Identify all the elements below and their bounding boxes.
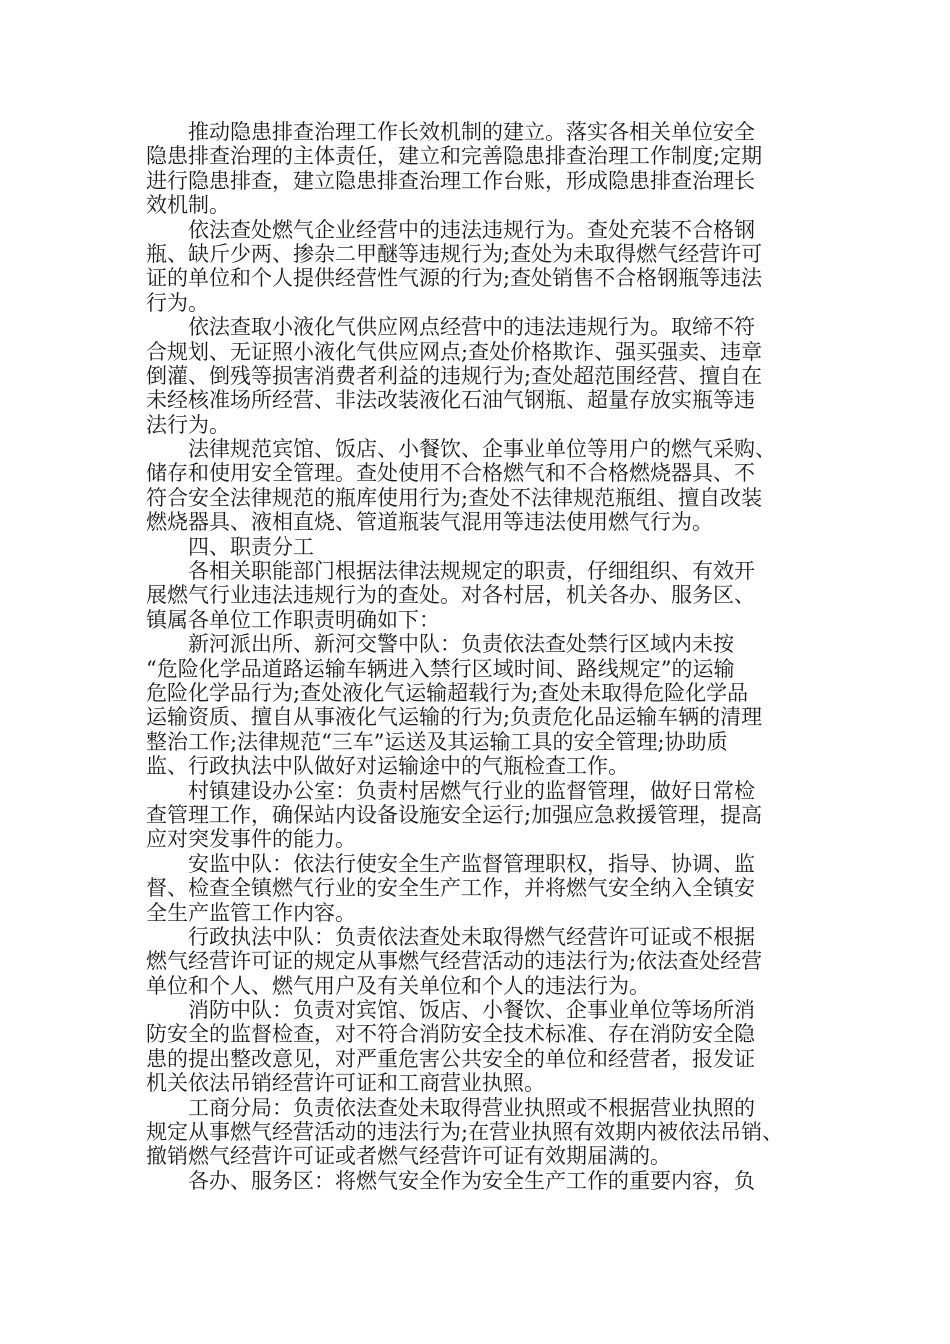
paragraph-line: 患的提出整改意见，对严重危害公共安全的单位和经营者，报发证 [146, 1046, 755, 1071]
paragraph-line: 效机制。 [146, 193, 230, 218]
paragraph-first-line: 四、职责分工 [188, 534, 314, 559]
paragraph-line: 全生产监管工作内容。 [146, 900, 356, 925]
paragraph-line: 单位和个人、燃气用户及有关单位和个人的违法行为。 [146, 973, 650, 998]
paragraph-line: 行为。 [146, 290, 209, 315]
paragraph-line: 撤销燃气经营许可证或者燃气经营许可证有效期届满的。 [146, 1144, 671, 1169]
paragraph-first-line: 推动隐患排查治理工作长效机制的建立。落实各相关单位安全 [188, 120, 755, 144]
paragraph-line: 镇属各单位工作职责明确如下： [146, 607, 440, 632]
paragraph-line: 查管理工作，确保站内设备设施安全运行;加强应急救援管理，提高 [146, 802, 763, 827]
paragraph-line: 进行隐患排查，建立隐患排查治理工作台账，形成隐患排查治理长 [146, 168, 755, 193]
paragraph-line: 隐患排查治理的主体责任，建立和完善隐患排查治理工作制度;定期 [146, 144, 763, 169]
paragraph-line: 合规划、无证照小液化气供应网点;查处价格欺诈、强买强卖、违章 [146, 339, 763, 364]
paragraph-line: 运输资质、擅自从事液化气运输的行为;负责危化品运输车辆的清理 [146, 705, 763, 730]
paragraph-line: 储存和使用安全管理。查处使用不合格燃气和不合格燃烧器具、不 [146, 461, 755, 486]
paragraph-line: 督、检查全镇燃气行业的安全生产工作，并将燃气安全纳入全镇安 [146, 876, 755, 901]
paragraph-line: 燃气经营许可证的规定从事燃气经营活动的违法行为;依法查处经营 [146, 949, 763, 974]
paragraph-line: 应对突发事件的能力。 [146, 827, 356, 852]
paragraph-line: 瓶、缺斤少两、掺杂二甲醚等违规行为;查处为未取得燃气经营许可 [146, 241, 763, 266]
paragraph-line: 法行为。 [146, 412, 230, 437]
document-body [146, 120, 810, 1193]
paragraph-first-line: 各相关职能部门根据法律法规规定的职责，仔细组织、有效开 [188, 559, 755, 584]
paragraph-first-line: 工商分局：负责依法查处未取得营业执照或不根据营业执照的 [188, 1095, 755, 1120]
paragraph-line: 燃烧器具、液相直烧、管道瓶装气混用等违法使用燃气行为。 [146, 510, 713, 535]
paragraph-first-line: 消防中队：负责对宾馆、饭店、小餐饮、企事业单位等场所消 [188, 998, 755, 1023]
paragraph-line: 倒灌、倒残等损害消费者利益的违规行为;查处超范围经营、擅自在 [146, 363, 763, 388]
paragraph-line: 未经核准场所经营、非法改装液化石油气钢瓶、超量存放实瓶等违 [146, 388, 755, 413]
paragraph-line: 规定从事燃气经营活动的违法行为;在营业执照有效期内被依法吊销、 [146, 1120, 784, 1145]
paragraph-first-line: 村镇建设办公室：负责村居燃气行业的监督管理，做好日常检 [188, 778, 755, 803]
paragraph-line: 展燃气行业违法违规行为的查处。对各村居，机关各办、服务区、 [146, 583, 755, 608]
paragraph-first-line: 行政执法中队：负责依法查处未取得燃气经营许可证或不根据 [188, 924, 755, 949]
paragraph-line: 机关依法吊销经营许可证和工商营业执照。 [146, 1071, 545, 1096]
paragraph-line: 防安全的监督检查，对不符合消防安全技术标准、存在消防安全隐 [146, 1022, 755, 1047]
paragraph-line: 监、行政执法中队做好对运输途中的气瓶检查工作。 [146, 754, 629, 779]
paragraph-first-line: 新河派出所、新河交警中队：负责依法查处禁行区域内未按 [188, 632, 734, 657]
paragraph-line: 整治工作;法律规范“三车”运送及其运输工具的安全管理;协助质 [146, 729, 728, 754]
paragraph-first-line: 依法查取小液化气供应网点经营中的违法违规行为。取缔不符 [188, 315, 755, 340]
paragraph-line: 危险化学品行为;查处液化气运输超载行为;查处未取得危险化学品 [146, 680, 749, 705]
paragraph-first-line: 安监中队：依法行使安全生产监督管理职权，指导、协调、监 [188, 851, 755, 876]
paragraph-line: 证的单位和个人提供经营性气源的行为;查处销售不合格钢瓶等违法 [146, 266, 763, 291]
paragraph-line: “危险化学品道路运输车辆进入禁行区域时间、路线规定”的运输 [146, 656, 735, 681]
paragraph-first-line: 各办、服务区：将燃气安全作为安全生产工作的重要内容，负 [188, 1168, 755, 1193]
paragraph-first-line: 依法查处燃气企业经营中的违法违规行为。查处充装不合格钢 [188, 217, 755, 242]
paragraph-first-line: 法律规范宾馆、饭店、小餐饮、企事业单位等用户的燃气采购、 [188, 437, 776, 462]
paragraph-line: 符合安全法律规范的瓶库使用行为;查处不法律规范瓶组、擅自改装 [146, 485, 763, 510]
